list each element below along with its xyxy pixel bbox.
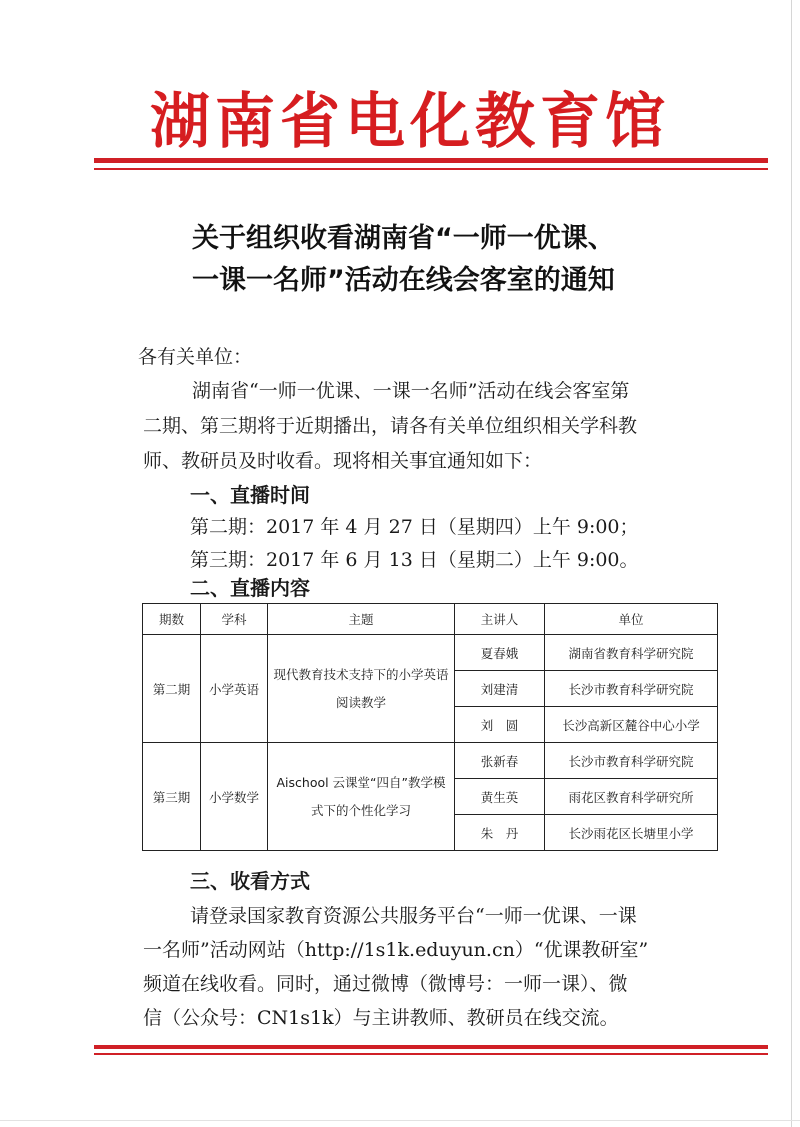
intro-line-1: 湖南省“一师一优课、一课一名师”活动在线会客室第 [192,380,630,402]
viewing-line-4: 信（公众号：CN1s1k）与主讲教师、教研员在线交流。 [143,1007,619,1029]
section-heading-time: 一、直播时间 [190,483,310,507]
schedule-line-1: 第二期：2017 年 4 月 27 日（星期四）上午 9:00； [190,516,639,538]
cell-speaker: 刘 圆 [455,707,545,743]
viewing-line-2: 一名师”活动网站（http://1s1k.eduyun.cn）“优课教研室” [143,939,649,961]
notice-title-line-1: 关于组织收看湖南省“一师一优课、 [192,223,615,254]
cell-speaker: 刘建清 [455,671,545,707]
cell-subject: 小学数学 [201,743,268,851]
cell-unit: 雨花区教育科学研究所 [545,779,718,815]
footer-rule-thin [94,1053,768,1055]
cell-unit: 长沙市教育科学研究院 [545,671,718,707]
section-heading-content: 二、直播内容 [190,576,310,600]
footer-rule-thick [94,1045,768,1049]
column-header-subject: 学科 [201,604,268,635]
masthead-title: 湖南省电化教育馆 [150,87,670,157]
column-header-topic: 主题 [268,604,455,635]
page-edge-right [791,0,792,1127]
cell-subject: 小学英语 [201,635,268,743]
cell-speaker: 夏春娥 [455,635,545,671]
cell-speaker: 黄生英 [455,779,545,815]
broadcast-schedule-table [142,603,718,851]
table-header-row [143,604,718,635]
table-row [143,743,718,779]
cell-unit: 湖南省教育科学研究院 [545,635,718,671]
cell-unit: 长沙市教育科学研究院 [545,743,718,779]
intro-line-2: 二期、第三期将于近期播出，请各有关单位组织相关学科教 [143,415,638,437]
column-header-unit: 单位 [545,604,718,635]
cell-speaker: 张新春 [455,743,545,779]
salutation: 各有关单位： [138,346,253,368]
cell-unit: 长沙雨花区长塘里小学 [545,815,718,851]
masthead-rule-thick [94,158,768,163]
page-edge-bottom [0,1120,800,1121]
masthead-rule-thin [94,168,768,170]
section-heading-viewing: 三、收看方式 [190,869,310,893]
column-header-period: 期数 [143,604,201,635]
cell-period: 第三期 [143,743,201,851]
cell-topic: Aischool 云课堂“四自”教学模式下的个性化学习 [268,743,455,851]
cell-period: 第二期 [143,635,201,743]
cell-speaker: 朱 丹 [455,815,545,851]
table-row [143,635,718,671]
notice-title-line-2: 一课一名师”活动在线会客室的通知 [192,265,615,296]
cell-unit: 长沙高新区麓谷中心小学 [545,707,718,743]
column-header-speaker: 主讲人 [455,604,545,635]
schedule-line-2: 第三期：2017 年 6 月 13 日（星期二）上午 9:00。 [190,549,639,571]
cell-topic: 现代教育技术支持下的小学英语阅读教学 [268,635,455,743]
intro-line-3: 师、教研员及时收看。现将相关事宜通知如下： [143,450,543,472]
viewing-line-3: 频道在线收看。同时，通过微博（微博号：一师一课）、微 [143,973,628,995]
viewing-line-1: 请登录国家教育资源公共服务平台“一师一优课、一课 [190,905,637,927]
